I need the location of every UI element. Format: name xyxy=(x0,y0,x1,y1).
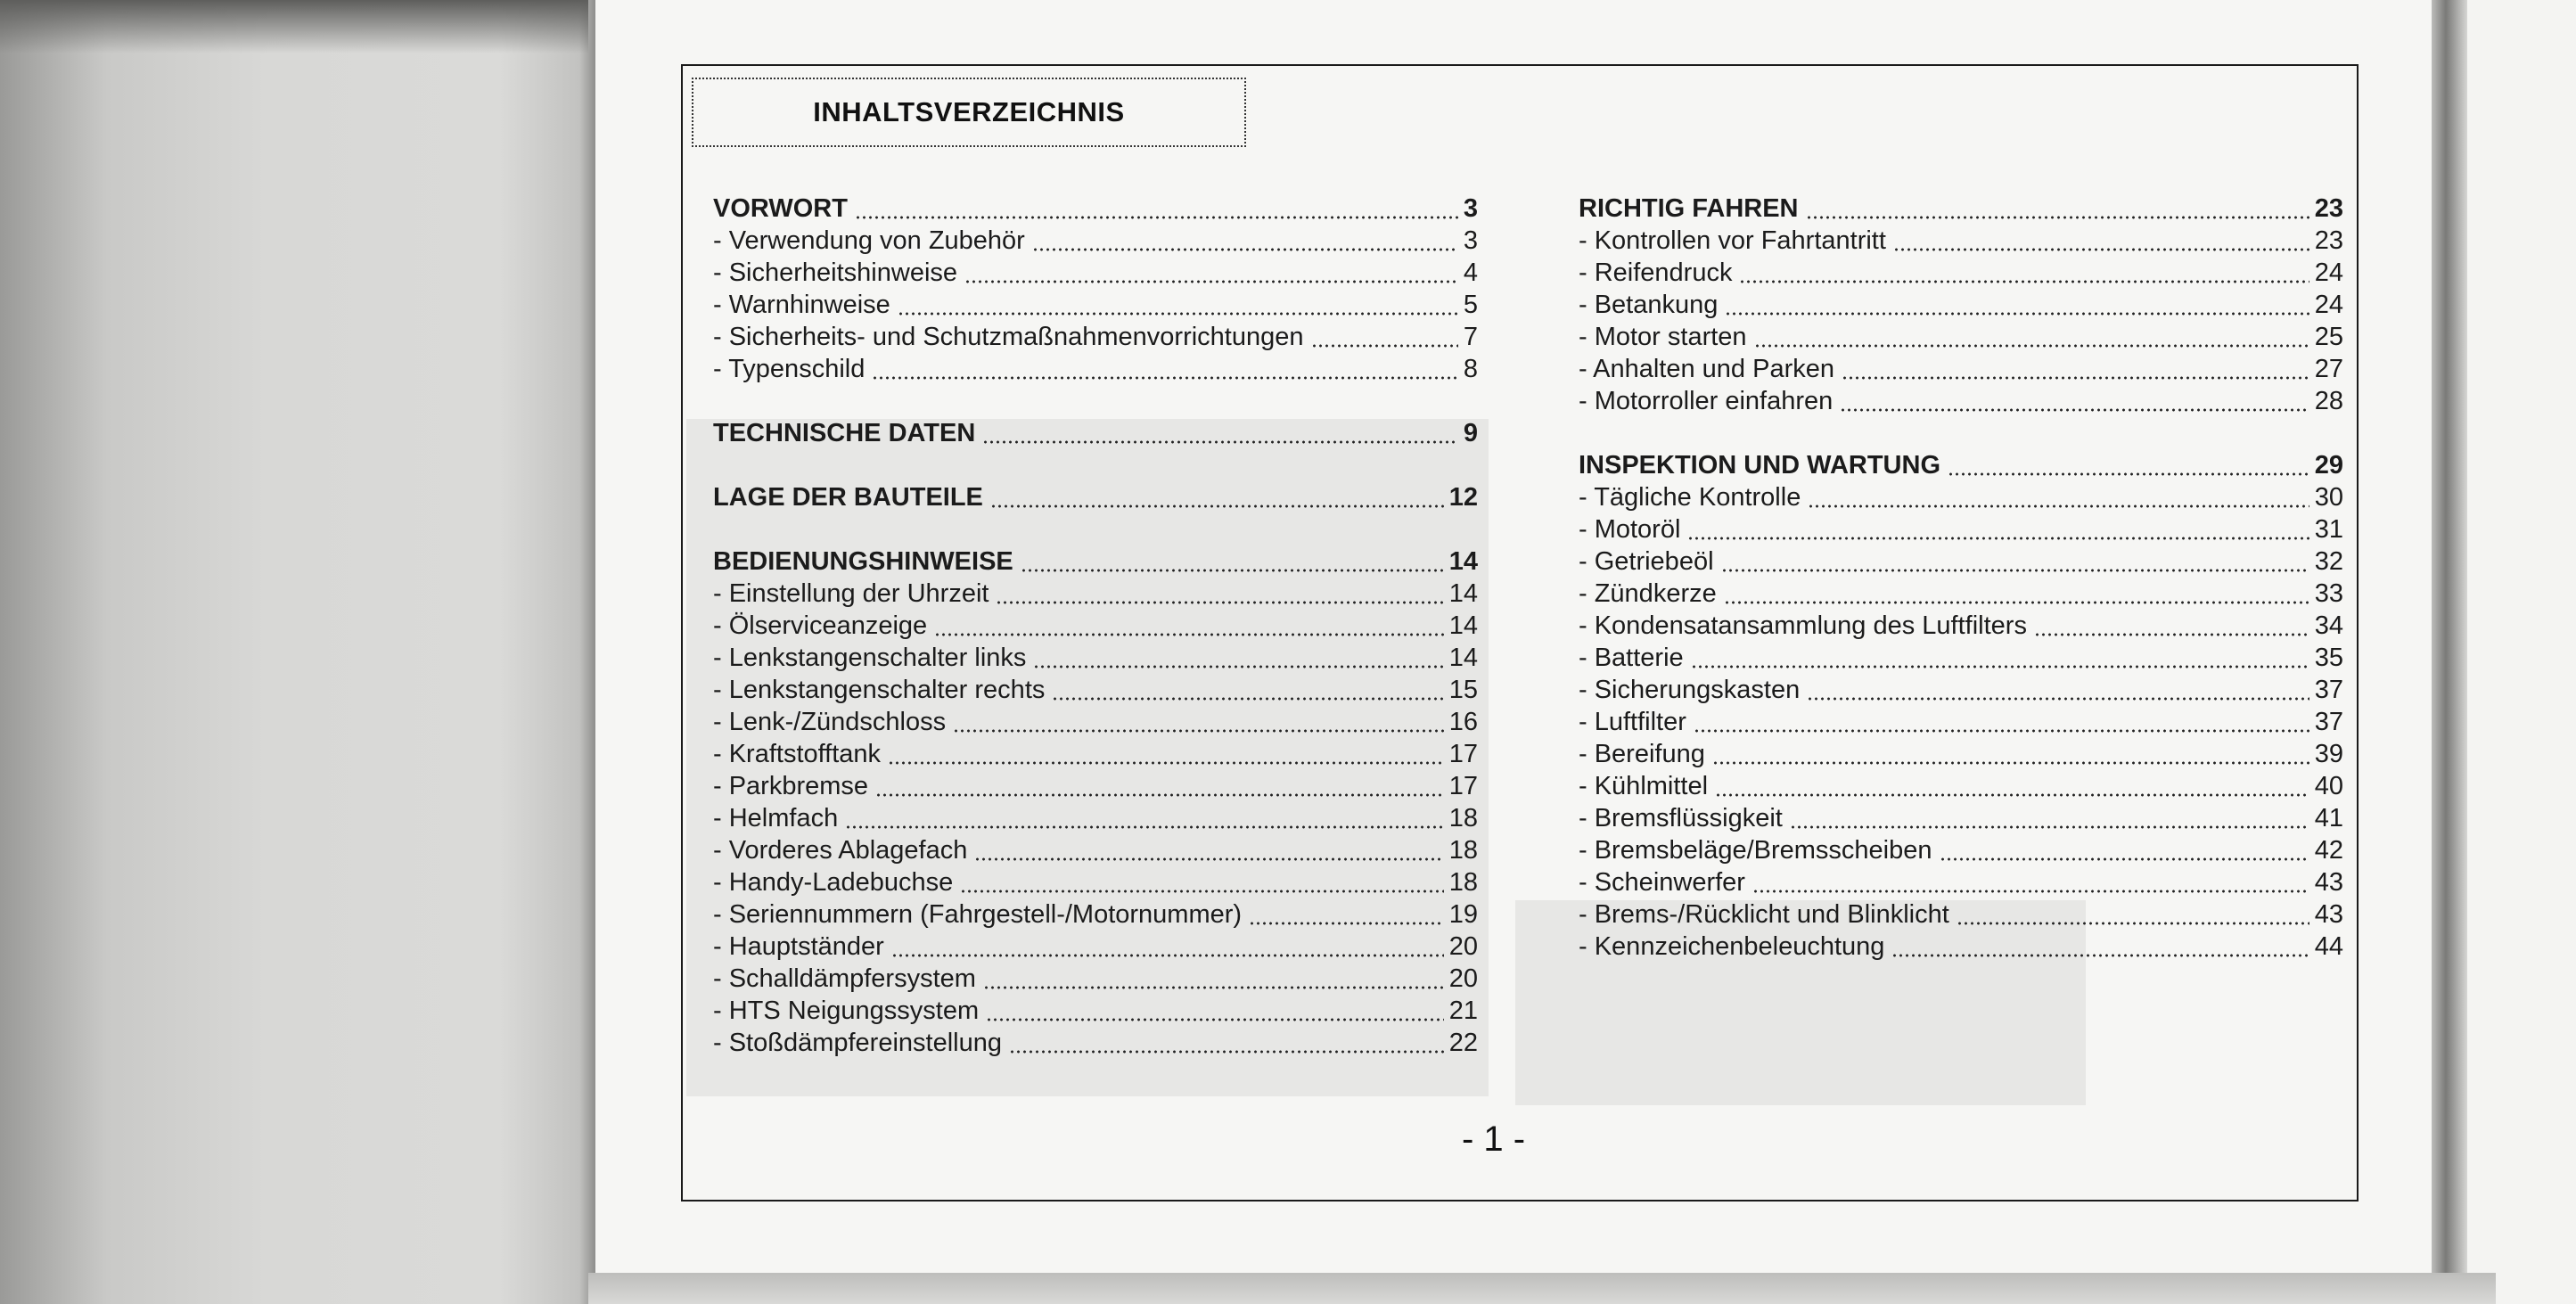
toc-entry-row xyxy=(1579,674,2343,706)
toc-page-number: 22 xyxy=(1448,1029,1478,1057)
toc-section-row xyxy=(1579,449,2343,481)
dot-leader xyxy=(898,312,1458,316)
dot-leader xyxy=(1807,697,2309,701)
dot-leader xyxy=(845,825,1444,829)
toc-page-number: 21 xyxy=(1448,996,1478,1025)
toc-entry-row xyxy=(713,995,1478,1027)
toc-page-number: 42 xyxy=(2314,836,2343,865)
toc-entry-row xyxy=(713,866,1478,898)
dot-leader xyxy=(934,633,1444,636)
toc-entry-label: - Motoröl xyxy=(1579,515,1681,544)
toc-page-number: 24 xyxy=(2314,258,2343,287)
toc-entry-label: - Scheinwerfer xyxy=(1579,868,1745,897)
toc-entry-row xyxy=(713,738,1478,770)
toc-page-number: 12 xyxy=(1448,483,1478,512)
toc-entry-label: VORWORT xyxy=(713,194,848,223)
toc-entry-row xyxy=(713,610,1478,642)
toc-entry-label: - Kennzeichenbeleuchtung xyxy=(1579,932,1885,961)
toc-entry-label: - Bremsflüssigkeit xyxy=(1579,804,1783,832)
dot-leader xyxy=(888,761,1444,765)
toc-entry-label: - Vorderes Ablagefach xyxy=(713,836,968,865)
toc-page-number: 14 xyxy=(1448,547,1478,576)
toc-right-column xyxy=(1579,193,2343,963)
dot-leader xyxy=(996,601,1443,604)
page-number: - 1 - xyxy=(1462,1119,1526,1159)
dot-leader xyxy=(1806,216,2309,219)
toc-entry-label: BEDIENUNGSHINWEISE xyxy=(713,547,1013,576)
dot-leader xyxy=(1957,922,2309,925)
toc-page-number: 19 xyxy=(1448,900,1478,929)
toc-entry-row xyxy=(1579,225,2343,257)
dot-leader xyxy=(1694,729,2309,733)
toc-entry-row xyxy=(1579,257,2343,289)
toc-entry-label: - Bereifung xyxy=(1579,740,1705,768)
toc-section-row xyxy=(1579,193,2343,225)
toc-entry-row xyxy=(713,578,1478,610)
toc-entry-row xyxy=(713,898,1478,931)
toc-page-number: 17 xyxy=(1448,772,1478,800)
toc-page-number: 14 xyxy=(1448,579,1478,608)
toc-entry-label: - Typenschild xyxy=(713,355,866,383)
toc-page-number: 37 xyxy=(2314,676,2343,704)
dot-leader xyxy=(1808,504,2309,508)
toc-entry-row xyxy=(713,225,1478,257)
toc-entry-label: TECHNISCHE DATEN xyxy=(713,419,976,447)
toc-page-number: 18 xyxy=(1448,804,1478,832)
dot-leader xyxy=(855,216,1458,219)
dot-leader xyxy=(1712,761,2309,765)
toc-entry-label: - Helmfach xyxy=(713,804,839,832)
toc-entry-label: - Kondensatansammlung des Luftfilters xyxy=(1579,611,2027,640)
toc-entry-label: - Motorroller einfahren xyxy=(1579,387,1834,415)
toc-page-number: 14 xyxy=(1448,644,1478,672)
toc-entry-row xyxy=(1579,385,2343,417)
toc-entry-row xyxy=(713,321,1478,353)
toc-left-column xyxy=(713,193,1478,1059)
toc-page-number: 41 xyxy=(2314,804,2343,832)
dot-leader xyxy=(953,729,1444,733)
dot-leader xyxy=(960,890,1444,893)
dot-leader xyxy=(1754,344,2309,348)
toc-entry-row xyxy=(713,353,1478,385)
toc-page-number: 3 xyxy=(1463,194,1478,223)
toc-page-number: 25 xyxy=(2314,323,2343,351)
toc-entry-row xyxy=(713,257,1478,289)
dot-leader xyxy=(1033,665,1443,668)
dot-leader xyxy=(872,376,1458,380)
toc-page-number: 23 xyxy=(2314,194,2343,223)
toc-section-row xyxy=(713,193,1478,225)
toc-page-number: 18 xyxy=(1448,868,1478,897)
dot-leader xyxy=(964,280,1458,283)
dot-leader xyxy=(1725,312,2309,316)
toc-page-number: 34 xyxy=(2314,611,2343,640)
toc-entry-row xyxy=(713,802,1478,834)
toc-entry-row xyxy=(713,674,1478,706)
toc-entry-row xyxy=(1579,610,2343,642)
toc-entry-row xyxy=(1579,738,2343,770)
toc-entry-label: - Batterie xyxy=(1579,644,1684,672)
toc-entry-label: - Lenkstangenschalter links xyxy=(713,644,1027,672)
toc-entry-label: - Getriebeöl xyxy=(1579,547,1714,576)
dot-leader xyxy=(1752,890,2309,893)
toc-entry-row xyxy=(1579,513,2343,545)
scan-bottom-shadow xyxy=(588,1273,2496,1304)
toc-entry-row xyxy=(1579,578,2343,610)
toc-section-row xyxy=(713,481,1478,513)
dot-leader xyxy=(891,954,1444,957)
toc-page-number: 20 xyxy=(1448,932,1478,961)
toc-entry-label: - Brems-/Rücklicht und Blinklicht xyxy=(1579,900,1949,929)
toc-page-number: 3 xyxy=(1463,226,1478,255)
dot-leader xyxy=(990,504,1444,508)
toc-entry-label: - Bremsbeläge/Bremsscheiben xyxy=(1579,836,1932,865)
toc-entry-label: - Lenk-/Zündschloss xyxy=(713,708,947,736)
dot-leader xyxy=(1724,601,2309,604)
toc-page-number: 40 xyxy=(2314,772,2343,800)
dot-leader xyxy=(1687,537,2309,540)
toc-page-number: 23 xyxy=(2314,226,2343,255)
toc-page-number: 16 xyxy=(1448,708,1478,736)
book-edge xyxy=(2432,0,2467,1275)
toc-entry-label: - Hauptständer xyxy=(713,932,884,961)
toc-page-number: 37 xyxy=(2314,708,2343,736)
toc-entry-label: - Handy-Ladebuchse xyxy=(713,868,954,897)
toc-entry-label: - Parkbremse xyxy=(713,772,869,800)
toc-entry-row xyxy=(1579,545,2343,578)
dot-leader xyxy=(1249,922,1444,925)
dot-leader xyxy=(1691,665,2309,668)
dot-leader xyxy=(974,857,1443,861)
dot-leader xyxy=(1891,954,2309,957)
toc-page-number: 44 xyxy=(2314,932,2343,961)
dot-leader xyxy=(1715,793,2309,797)
toc-entry-row xyxy=(713,963,1478,995)
toc-page-number: 9 xyxy=(1463,419,1478,447)
toc-entry-label: - Betankung xyxy=(1579,291,1719,319)
dot-leader xyxy=(1893,248,2309,251)
toc-page-number: 43 xyxy=(2314,868,2343,897)
page-title: INHALTSVERZEICHNIS xyxy=(692,78,1246,147)
toc-entry-row xyxy=(1579,866,2343,898)
toc-entry-row xyxy=(1579,770,2343,802)
toc-entry-label: INSPEKTION UND WARTUNG xyxy=(1579,451,1940,480)
dot-leader xyxy=(1009,1050,1444,1054)
toc-page-number: 27 xyxy=(2314,355,2343,383)
toc-entry-label: - Einstellung der Uhrzeit xyxy=(713,579,989,608)
toc-page-number: 14 xyxy=(1448,611,1478,640)
toc-page-number: 29 xyxy=(2314,451,2343,480)
toc-page-number: 35 xyxy=(2314,644,2343,672)
toc-section-row xyxy=(713,545,1478,578)
scan-shadow xyxy=(0,0,588,53)
toc-entry-label: - Kraftstofftank xyxy=(713,740,882,768)
toc-entry-row xyxy=(713,931,1478,963)
toc-entry-row xyxy=(713,834,1478,866)
toc-entry-label: - Sicherheitshinweise xyxy=(713,258,958,287)
toc-entry-label: - Sicherungskasten xyxy=(1579,676,1801,704)
toc-page-number: 8 xyxy=(1463,355,1478,383)
toc-entry-row xyxy=(1579,289,2343,321)
toc-entry-label: LAGE DER BAUTEILE xyxy=(713,483,983,512)
toc-page-number: 7 xyxy=(1463,323,1478,351)
dot-leader xyxy=(983,986,1444,989)
dot-leader xyxy=(982,440,1458,444)
dot-leader xyxy=(1948,472,2309,476)
toc-entry-row xyxy=(713,642,1478,674)
toc-page-number: 28 xyxy=(2314,387,2343,415)
toc-entry-label: - Lenkstangenschalter rechts xyxy=(713,676,1046,704)
toc-page-number: 18 xyxy=(1448,836,1478,865)
toc-entry-label: - Kontrollen vor Fahrtantritt xyxy=(1579,226,1886,255)
toc-entry-label: - Zündkerze xyxy=(1579,579,1717,608)
toc-entry-row xyxy=(1579,898,2343,931)
toc-page-number: 17 xyxy=(1448,740,1478,768)
dot-leader xyxy=(1721,569,2309,572)
toc-entry-row xyxy=(713,706,1478,738)
toc-entry-label: - Anhalten und Parken xyxy=(1579,355,1834,383)
dot-leader xyxy=(1311,344,1458,348)
toc-entry-row xyxy=(1579,353,2343,385)
toc-page-number: 33 xyxy=(2314,579,2343,608)
toc-entry-row xyxy=(1579,321,2343,353)
toc-entry-label: - Luftfilter xyxy=(1579,708,1686,736)
toc-entry-label: - HTS Neigungssystem xyxy=(713,996,980,1025)
toc-entry-row xyxy=(713,1027,1478,1059)
toc-entry-label: RICHTIG FAHREN xyxy=(1579,194,1799,223)
toc-entry-row xyxy=(1579,834,2343,866)
dot-leader xyxy=(1052,697,1443,701)
toc-page-number: 4 xyxy=(1463,258,1478,287)
toc-entry-row xyxy=(713,770,1478,802)
toc-page-number: 20 xyxy=(1448,964,1478,993)
dot-leader xyxy=(875,793,1444,797)
toc-page-number: 43 xyxy=(2314,900,2343,929)
dot-leader xyxy=(1790,825,2309,829)
toc-entry-label: - Seriennummern (Fahrgestell-/Motornummer) xyxy=(713,900,1243,929)
toc-section-row xyxy=(713,417,1478,449)
toc-entry-label: - Stoßdämpfereinstellung xyxy=(713,1029,1002,1057)
dot-leader xyxy=(2034,633,2309,636)
dot-leader xyxy=(1032,248,1458,251)
dot-leader xyxy=(986,1018,1444,1021)
toc-page-number: 15 xyxy=(1448,676,1478,704)
toc-page-number: 31 xyxy=(2314,515,2343,544)
toc-entry-label: - Ölserviceanzeige xyxy=(713,611,928,640)
toc-entry-label: - Verwendung von Zubehör xyxy=(713,226,1025,255)
toc-entry-row xyxy=(1579,706,2343,738)
toc-entry-row xyxy=(1579,642,2343,674)
toc-page-number: 32 xyxy=(2314,547,2343,576)
dot-leader xyxy=(1739,280,2309,283)
toc-page-number: 30 xyxy=(2314,483,2343,512)
dot-leader xyxy=(1940,857,2309,861)
toc-entry-row xyxy=(1579,931,2343,963)
toc-entry-row xyxy=(1579,481,2343,513)
toc-entry-label: - Sicherheits- und Schutzmaßnahmenvorrichtungen xyxy=(713,323,1304,351)
toc-entry-label: - Reifendruck xyxy=(1579,258,1733,287)
dot-leader xyxy=(1840,408,2309,412)
toc-entry-label: - Schalldämpfersystem xyxy=(713,964,976,993)
toc-entry-label: - Motor starten xyxy=(1579,323,1747,351)
toc-entry-row xyxy=(713,289,1478,321)
dot-leader xyxy=(1842,376,2309,380)
toc-entry-label: - Warnhinweise xyxy=(713,291,890,319)
toc-page-number: 39 xyxy=(2314,740,2343,768)
toc-entry-label: - Tägliche Kontrolle xyxy=(1579,483,1801,512)
toc-entry-label: - Kühlmittel xyxy=(1579,772,1709,800)
dot-leader xyxy=(1021,569,1444,572)
toc-page-number: 5 xyxy=(1463,291,1478,319)
toc-page-number: 24 xyxy=(2314,291,2343,319)
toc-entry-row xyxy=(1579,802,2343,834)
